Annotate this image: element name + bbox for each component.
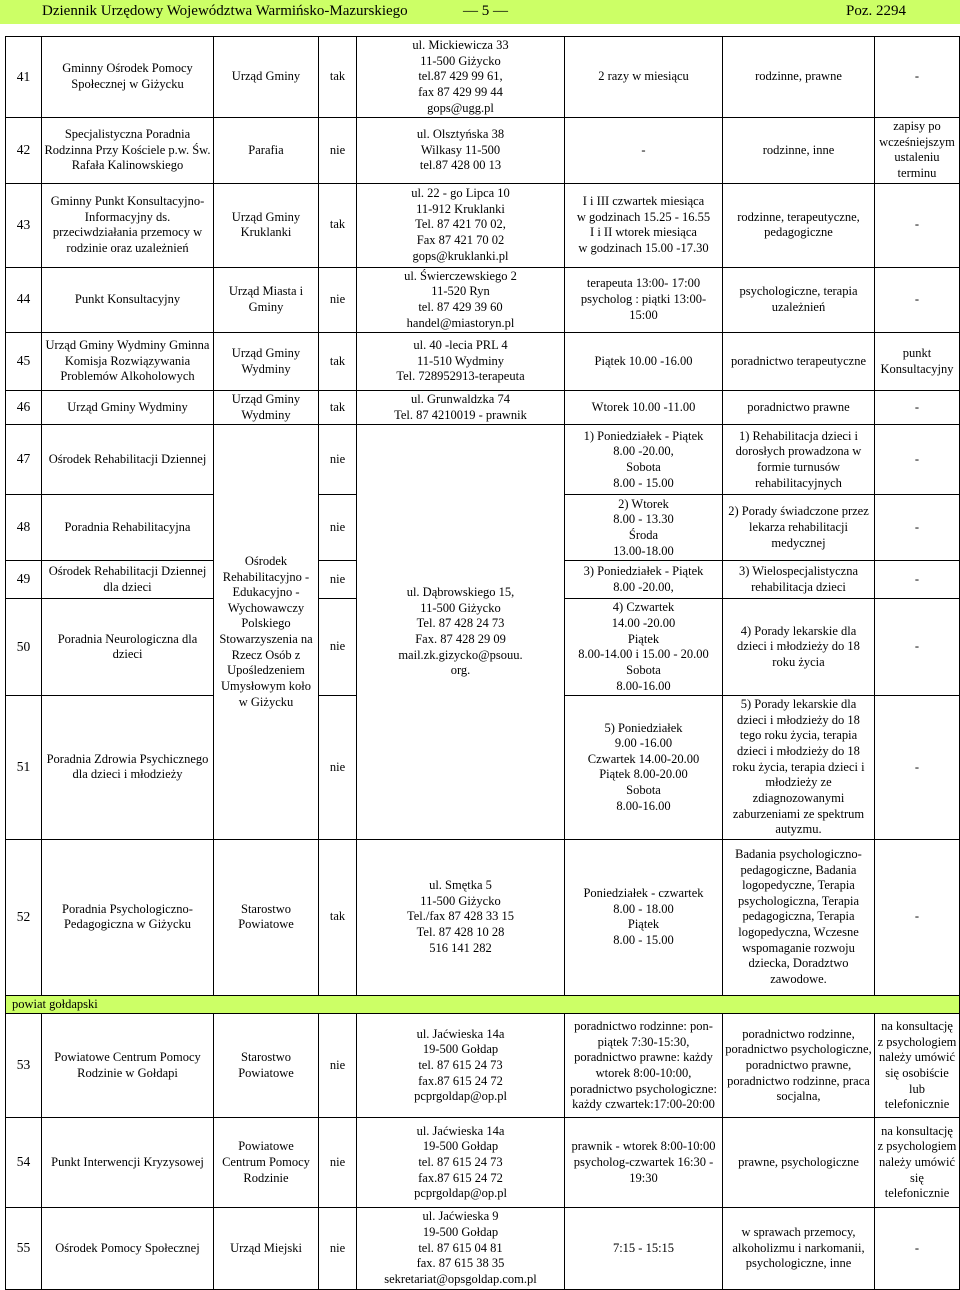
region-row [6,995,960,1014]
table-row [6,391,960,425]
scope: poradnictwo prawne [723,391,875,425]
address: ul. Mickiewicza 33 11-500 Giżycko tel.87 429 99 61, fax 87 429 99 44 gops@ugg.pl [357,37,565,118]
table-row [6,333,960,391]
hours: 5) Poniedziałek 9.00 -16.00 Czwartek 14.00-20.00 Piątek 8.00-20.00 Sobota 8.00-16.00 [565,696,723,840]
flag: tak [319,391,357,425]
flag: tak [319,839,357,995]
table-row [6,839,960,995]
scope: 2) Porady świadczone przez lekarza rehabilitacji medycznej [723,495,875,561]
institution-name: Gminny Punkt Konsultacyjno-Informacyjny ds. przeciwdziałania przemocy w rodzinie oraz uzależnień [42,183,214,267]
row-number: 55 [6,1208,42,1289]
institutions-table [5,36,960,1290]
notes: - [875,495,960,561]
row-number: 49 [6,561,42,599]
organizer: Ośrodek Rehabilitacyjno - Edukacyjno - Wychowawczy Polskiego Stowarzyszenia na Rzecz Osób z Upośledzeniem Umysłowym koło w Giżycku [214,425,319,839]
flag: nie [319,599,357,696]
table-row [6,37,960,118]
address: ul. 22 - go Lipca 10 11-912 Kruklanki Tel. 87 421 70 02, Fax 87 421 70 02 gops@kruklanki.pl [357,183,565,267]
address: ul. Jaćwieska 14a 19-500 Gołdap tel. 87 615 24 73 fax.87 615 24 72 pcprgoldap@op.pl [357,1118,565,1208]
flag: nie [319,1014,357,1118]
scope: w sprawach przemocy, alkoholizmu i narkomanii, psychologiczne, inne [723,1208,875,1289]
row-number: 41 [6,37,42,118]
address: ul. Smętka 5 11-500 Giżycko Tel./fax 87 428 33 15 Tel. 87 428 10 28 516 141 282 [357,839,565,995]
scope: 1) Rehabilitacja dzieci i dorosłych prowadzona w formie turnusów rehabilitacyjnych [723,425,875,495]
organizer: Powiatowe Centrum Pomocy Rodzinie [214,1118,319,1208]
institution-name: Poradnia Rehabilitacyjna [42,495,214,561]
institution-name: Powiatowe Centrum Pomocy Rodzinie w Gołdapi [42,1014,214,1118]
position-number: Poz. 2294 [846,3,906,19]
organizer: Urząd Miasta i Gminy [214,267,319,333]
journal-title: Dziennik Urzędowy Województwa Warmińsko-Mazurskiego [42,3,408,19]
table-row [6,425,960,495]
row-number: 43 [6,183,42,267]
flag: tak [319,333,357,391]
address: ul. 40 -lecia PRL 4 11-510 Wydminy Tel. 728952913-terapeuta [357,333,565,391]
table-row [6,183,960,267]
organizer: Urząd Gminy Wydminy [214,391,319,425]
hours: Piątek 10.00 -16.00 [565,333,723,391]
row-number: 46 [6,391,42,425]
table-row [6,267,960,333]
organizer: Urząd Gminy Kruklanki [214,183,319,267]
institution-name: Ośrodek Rehabilitacji Dziennej dla dzieci [42,561,214,599]
institution-name: Urząd Gminy Wydminy Gminna Komisja Rozwiązywania Problemów Alkoholowych [42,333,214,391]
flag: nie [319,1118,357,1208]
scope: 4) Porady lekarskie dla dzieci i młodzieży do 18 roku życia [723,599,875,696]
scope: poradnictwo rodzinne, poradnictwo psychologiczne, poradnictwo prawne, poradnictwo rodzinne, praca socjalna, [723,1014,875,1118]
hours: 2) Wtorek 8.00 - 13.30 Środa 13.00-18.00 [565,495,723,561]
notes: na konsultację z psychologiem należy umówić się telefonicznie [875,1118,960,1208]
scope: rodzinne, terapeutyczne, pedagogiczne [723,183,875,267]
notes: - [875,425,960,495]
page-number: — 5 — [463,3,508,19]
institution-name: Poradnia Psychologiczno-Pedagogiczna w Giżycku [42,839,214,995]
notes: punkt Konsultacyjny [875,333,960,391]
hours: poradnictwo rodzinne: pon-piątek 7:30-15:30, poradnictwo prawne: każdy wtorek 8:00-10:00, poradnictwo psychologiczne: każdy czwartek:17:00-20:00 [565,1014,723,1118]
hours: prawnik - wtorek 8:00-10:00 psycholog-czwartek 16:30 - 19:30 [565,1118,723,1208]
address: ul. Olsztyńska 38 Wilkasy 11-500 tel.87 428 00 13 [357,118,565,184]
institution-name: Poradnia Zdrowia Psychicznego dla dzieci i młodzieży [42,696,214,840]
notes: - [875,267,960,333]
hours: 7:15 - 15:15 [565,1208,723,1289]
flag: nie [319,1208,357,1289]
flag: tak [319,37,357,118]
institution-name: Ośrodek Rehabilitacji Dziennej [42,425,214,495]
hours: I i III czwartek miesiąca w godzinach 15.25 - 16.55 I i II wtorek miesiąca w godzinach 15.00 -17.30 [565,183,723,267]
organizer: Parafia [214,118,319,184]
hours: 3) Poniedziałek - Piątek 8.00 -20.00, [565,561,723,599]
hours: 4) Czwartek 14.00 -20.00 Piątek 8.00-14.00 i 15.00 - 20.00 Sobota 8.00-16.00 [565,599,723,696]
scope: rodzinne, inne [723,118,875,184]
hours: - [565,118,723,184]
row-number: 50 [6,599,42,696]
notes: - [875,561,960,599]
address: ul. Świerczewskiego 2 11-520 Ryn tel. 87 429 39 60 handel@miastoryn.pl [357,267,565,333]
hours: 2 razy w miesiącu [565,37,723,118]
institution-name: Poradnia Neurologiczna dla dzieci [42,599,214,696]
organizer: Urząd Gminy Wydminy [214,333,319,391]
region-label: powiat gołdapski [6,995,960,1014]
notes: na konsultację z psychologiem należy umówić się osobiście lub telefonicznie [875,1014,960,1118]
notes: - [875,183,960,267]
row-number: 48 [6,495,42,561]
flag: nie [319,696,357,840]
notes: - [875,1208,960,1289]
row-number: 44 [6,267,42,333]
address: ul. Jaćwieska 14a 19-500 Gołdap tel. 87 615 24 73 fax.87 615 24 72 pcprgoldap@op.pl [357,1014,565,1118]
row-number: 45 [6,333,42,391]
flag: tak [319,183,357,267]
institution-name: Punkt Konsultacyjny [42,267,214,333]
hours: 1) Poniedziałek - Piątek 8.00 -20.00, Sobota 8.00 - 15.00 [565,425,723,495]
scope: prawne, psychologiczne [723,1118,875,1208]
scope: poradnictwo terapeutyczne [723,333,875,391]
institution-name: Ośrodek Pomocy Społecznej [42,1208,214,1289]
institution-name: Specjalistyczna Poradnia Rodzinna Przy Kościele p.w. Św. Rafała Kalinowskiego [42,118,214,184]
scope: 3) Wielospecjalistyczna rehabilitacja dzieci [723,561,875,599]
notes: - [875,37,960,118]
hours: Wtorek 10.00 -11.00 [565,391,723,425]
table-row [6,118,960,184]
row-number: 42 [6,118,42,184]
scope: 5) Porady lekarskie dla dzieci i młodzieży do 18 tego roku życia, terapia dzieci i młodzieży do 18 roku życia, terapia dzieci i młodzieży ze zdiagnozowanymi zaburzeniami ze spektrum autyzmu. [723,696,875,840]
flag: nie [319,495,357,561]
scope: rodzinne, prawne [723,37,875,118]
row-number: 54 [6,1118,42,1208]
address: ul. Dąbrowskiego 15, 11-500 Giżycko Tel. 87 428 24 73 Fax. 87 428 29 09 mail.zk.gizycko@psouu. org. [357,425,565,839]
table-row [6,1118,960,1208]
address: ul. Jaćwieska 9 19-500 Gołdap tel. 87 615 04 81 fax. 87 615 38 35 sekretariat@opsgoldap.com.pl [357,1208,565,1289]
flag: nie [319,425,357,495]
organizer: Urząd Miejski [214,1208,319,1289]
table-row [6,1208,960,1289]
institution-name: Gminny Ośrodek Pomocy Społecznej w Giżycku [42,37,214,118]
flag: nie [319,267,357,333]
row-number: 47 [6,425,42,495]
institution-name: Punkt Interwencji Kryzysowej [42,1118,214,1208]
notes: - [875,599,960,696]
notes: zapisy po wcześniejszym ustaleniu terminu [875,118,960,184]
organizer: Urząd Gminy [214,37,319,118]
flag: nie [319,118,357,184]
table-row [6,1014,960,1118]
notes: - [875,696,960,840]
hours: Poniedziałek - czwartek 8.00 - 18.00 Piątek 8.00 - 15.00 [565,839,723,995]
address: ul. Grunwaldzka 74 Tel. 87 4210019 - prawnik [357,391,565,425]
flag: nie [319,561,357,599]
row-number: 51 [6,696,42,840]
row-number: 53 [6,1014,42,1118]
notes: - [875,839,960,995]
row-number: 52 [6,839,42,995]
scope: Badania psychologiczno-pedagogiczne, Badania logopedyczne, Terapia psychologiczna, Terapia pedagogiczna, Terapia logopedyczna, Wczesne wspomaganie rozwoju dziecka, Doradztwo zawodowe. [723,839,875,995]
notes: - [875,391,960,425]
organizer: Starostwo Powiatowe [214,839,319,995]
hours: terapeuta 13:00- 17:00 psycholog : piątki 13:00- 15:00 [565,267,723,333]
scope: psychologiczne, terapia uzależnień [723,267,875,333]
institution-name: Urząd Gminy Wydminy [42,391,214,425]
organizer: Starostwo Powiatowe [214,1014,319,1118]
page-header [0,0,960,24]
